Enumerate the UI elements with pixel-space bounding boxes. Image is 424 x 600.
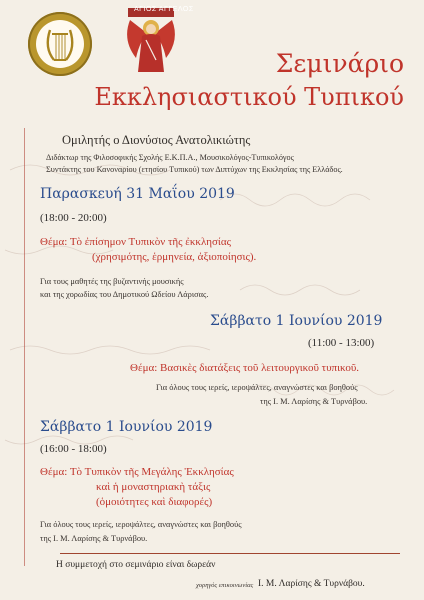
session-1-audience-1: Για τους μαθητές της βυζαντινής μουσικής <box>40 277 184 286</box>
session-1-audience-2: και της χορωδίας του Δημοτικού Ωδείου Λάρισας. <box>40 290 209 299</box>
session-3-date: Σάββατο 1 Ιουνίου 2019 <box>40 419 213 435</box>
speaker-credentials-1: Διδάκτωρ της Φιλοσοφικής Σχολής Ε.Κ.Π.Α., Μουσικολόγος-Τυπικολόγος <box>46 153 294 162</box>
session-3-theme-1: Θέμα: Τὸ Τυπικὸν τῆς Μεγάλης Ἐκκλησίας <box>40 466 234 478</box>
session-2-audience-2: της Ι. Μ. Λαρίσης & Τυρνάβου. <box>260 397 368 406</box>
angel-icon <box>122 6 180 78</box>
session-2-date: Σάββατο 1 Ιουνίου 2019 <box>210 313 383 329</box>
speaker-credentials-2: Συντάκτης του Κανοναρίου (ετησίου Τυπικού) των Διπτύχων της Εκκλησίας της Ελλάδος. <box>46 165 343 174</box>
session-3-theme-2: καὶ ἡ μοναστηριακὴ τάξις <box>96 481 211 493</box>
odeion-logo <box>28 12 92 76</box>
session-1-theme-2: (χρησιμότης, ἑρμηνεία, ἀξιοποίησις). <box>92 251 257 263</box>
session-3-audience-1: Για όλους τους ιερείς, ιεροψάλτες, αναγνώστες και βοηθούς <box>40 520 242 529</box>
angel-banner-text: ΑΓΙΟΣ ΑΓΓΕΛΟΣ <box>134 6 194 13</box>
sponsor-name: Ι. Μ. Λαρίσης & Τυρνάβου. <box>258 579 365 589</box>
title-line-1: Σεμινάριο <box>275 49 404 78</box>
session-1-date: Παρασκευή 31 Μαΐου 2019 <box>40 186 235 202</box>
sponsor-label: χορηγός επικοινωνίας <box>196 582 254 589</box>
session-3-theme-3: (ὁμοιότητες καὶ διαφορές) <box>96 496 213 508</box>
session-2-time: (11:00 - 13:00) <box>308 337 375 349</box>
session-3-time: (16:00 - 18:00) <box>40 443 107 455</box>
title-line-2: Εκκλησιαστικού Τυπικού <box>94 83 404 111</box>
left-divider <box>24 128 25 566</box>
speaker-name: Ομιλητής ο Διονύσιος Ανατολικιώτης <box>62 133 251 147</box>
footer-divider <box>60 553 400 554</box>
session-1-time: (18:00 - 20:00) <box>40 212 107 224</box>
session-3-audience-2: της Ι. Μ. Λαρίσης & Τυρνάβου. <box>40 534 148 543</box>
session-2-audience-1: Για όλους τους ιερείς, ιεροψάλτες, αναγνώστες και βοηθούς <box>156 383 358 392</box>
session-2-theme: Θέμα: Βασικὲς διατάξεις τοῦ λειτουργικοῦ τυπικοῦ. <box>130 362 360 374</box>
free-participation-note: Η συμμετοχή στο σεμινάριο είναι δωρεάν <box>56 560 216 570</box>
session-1-theme-1: Θέμα: Τὸ ἐπίσημον Τυπικὸν τῆς ἐκκλησίας <box>40 236 231 248</box>
logo-lyre-icon <box>36 20 84 68</box>
